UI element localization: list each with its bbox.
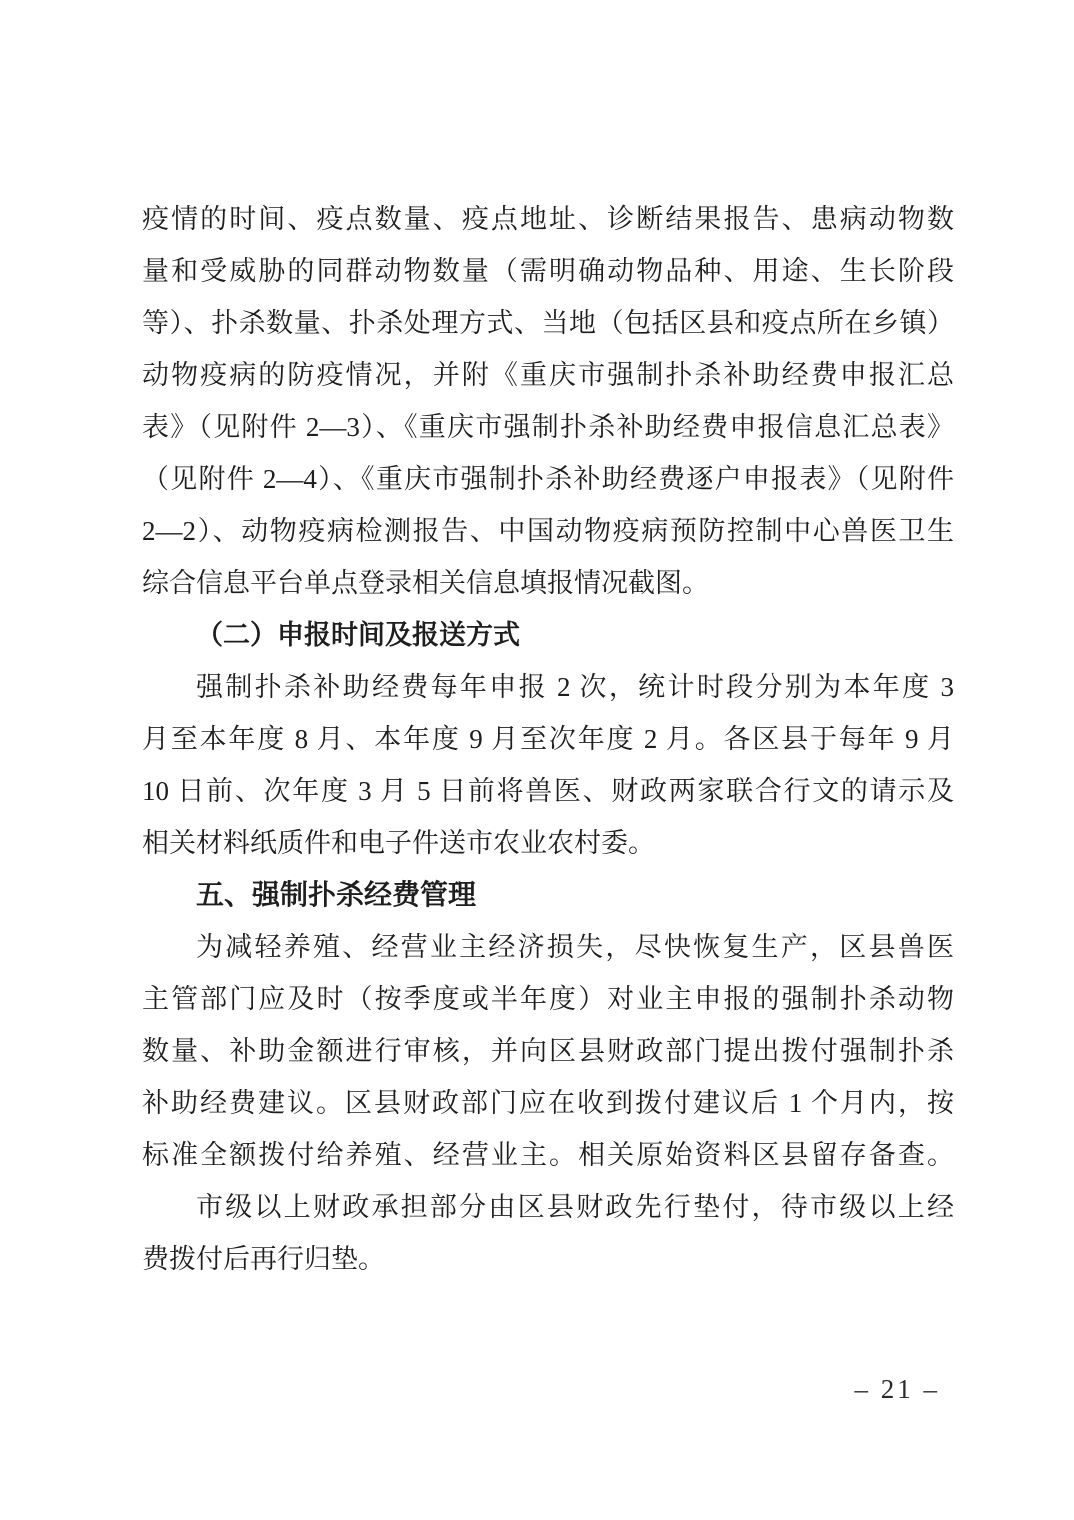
body-line: 补助经费建议。区县财政部门应在收到拨付建议后 1 个月内，按 <box>142 1088 954 1118</box>
body-line: 为减轻养殖、经营业主经济损失，尽快恢复生产，区县兽医 <box>196 932 954 962</box>
body-line: 相关材料纸质件和电子件送市农业农村委。 <box>142 828 655 858</box>
section-heading-level1: 五、强制扑杀经费管理 <box>196 879 477 910</box>
body-line: 量和受威胁的同群动物数量（需明确动物品种、用途、生长阶段 <box>142 256 954 286</box>
body-line: （见附件 2—4）、《重庆市强制扑杀补助经费逐户申报表》（见附件 <box>142 464 954 494</box>
body-line: 动物疫病的防疫情况，并附《重庆市强制扑杀补助经费申报汇总 <box>142 360 954 390</box>
body-line: 主管部门应及时（按季度或半年度）对业主申报的强制扑杀动物 <box>142 984 954 1014</box>
page-number: – 21 – <box>854 1374 940 1404</box>
body-line: 费拨付后再行归垫。 <box>142 1244 385 1274</box>
body-line: 疫情的时间、疫点数量、疫点地址、诊断结果报告、患病动物数 <box>142 204 954 234</box>
section-heading-level2: （二）申报时间及报送方式 <box>196 620 520 650</box>
body-line: 市级以上财政承担部分由区县财政先行垫付，待市级以上经 <box>196 1192 954 1222</box>
body-line: 2—2）、动物疫病检测报告、中国动物疫病预防控制中心兽医卫生 <box>142 516 954 546</box>
body-line: 标准全额拨付给养殖、经营业主。相关原始资料区县留存备查。 <box>142 1140 954 1170</box>
document-text-block <box>142 193 954 1285</box>
body-line: 10 日前、次年度 3 月 5 日前将兽医、财政两家联合行文的请示及 <box>142 776 954 806</box>
body-line: 等）、扑杀数量、扑杀处理方式、当地（包括区县和疫点所在乡镇） <box>142 308 954 338</box>
body-line: 数量、补助金额进行审核，并向区县财政部门提出拨付强制扑杀 <box>142 1036 954 1066</box>
body-line: 月至本年度 8 月、本年度 9 月至次年度 2 月。各区县于每年 9 月 <box>142 724 954 754</box>
body-line: 表》（见附件 2—3）、《重庆市强制扑杀补助经费申报信息汇总表》 <box>142 412 954 442</box>
body-line: 综合信息平台单点登录相关信息填报情况截图。 <box>142 568 709 598</box>
body-line: 强制扑杀补助经费每年申报 2 次，统计时段分别为本年度 3 <box>196 672 954 702</box>
